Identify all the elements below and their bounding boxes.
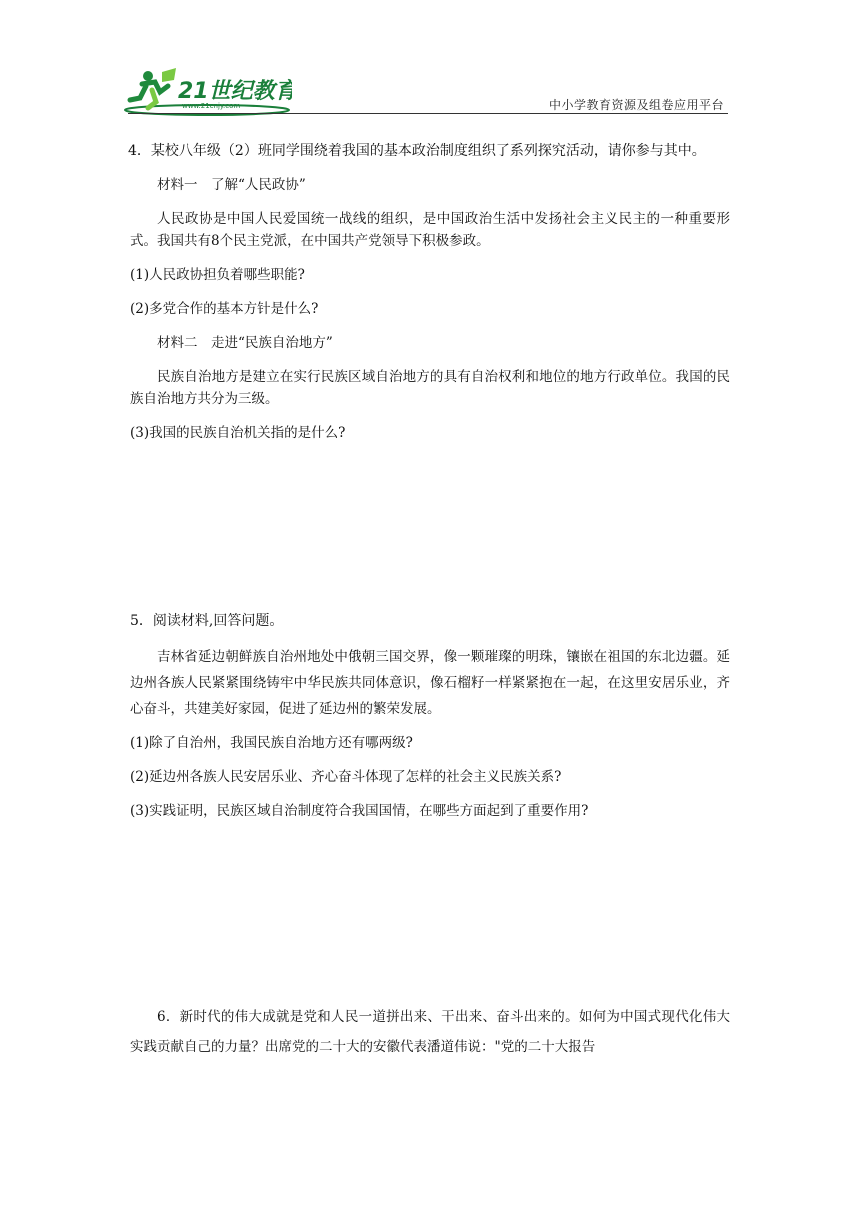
question-6 bbox=[130, 1002, 730, 1062]
q5-material-text: 吉林省延边朝鲜族自治州地处中俄朝三国交界，像一颗璀璨的明珠，镶嵌在祖国的东北边疆。延边州各族人民紧紧围绕铸牢中华民族共同体意识，像石榴籽一样紧紧抱在一起，在这里安居乐业，齐心奋斗，共建美好家园，促进了延边州的繁荣发展。 bbox=[130, 649, 730, 717]
q5-sub-1: (1)除了自治州，我国民族自治地方还有哪两级? bbox=[130, 735, 413, 751]
platform-title: 中小学教育资源及组卷应用平台 bbox=[548, 98, 724, 112]
logo-text: 21世纪教育 bbox=[178, 79, 292, 104]
q5-sub-2: (2)延边州各族人民安居乐业、齐心奋斗体现了怎样的社会主义民族关系? bbox=[130, 769, 562, 785]
header-divider bbox=[128, 113, 728, 114]
q4-stem: 4．某校八年级（2）班同学围绕着我国的基本政治制度组织了系列探究活动，请你参与其中。 bbox=[128, 143, 706, 159]
runner-logo-icon bbox=[122, 66, 292, 116]
q5-stem: 5．阅读材料,回答问题。 bbox=[130, 613, 284, 629]
question-4 bbox=[130, 140, 730, 444]
q5-sub-3: (3)实践证明，民族区域自治制度符合我国国情，在哪些方面起到了重要作用? bbox=[130, 803, 589, 819]
question-5 bbox=[130, 610, 730, 822]
q4-sub-3: (3)我国的民族自治机关指的是什么? bbox=[130, 425, 346, 441]
q4-material-1-title: 材料一 了解“人民政协” bbox=[157, 177, 306, 193]
logo-url: www.21cnjy.com bbox=[182, 102, 241, 110]
q6-text: 6．新时代的伟大成就是党和人民一道拼出来、干出来、奋斗出来的。如何为中国式现代化伟大实践贡献自己的力量？出席党的二十大的安徽代表潘道伟说："党的二十大报告 bbox=[130, 1009, 730, 1055]
q4-sub-1: (1)人民政协担负着哪些职能? bbox=[130, 267, 305, 283]
question-content bbox=[130, 140, 730, 1062]
q4-material-2-text: 民族自治地方是建立在实行民族区域自治地方的具有自治权利和地位的地方行政单位。我国的民族自治地方共分为三级。 bbox=[130, 369, 730, 407]
q4-material-2-title: 材料二 走进“民族自治地方” bbox=[157, 335, 333, 351]
site-logo[interactable] bbox=[122, 66, 292, 116]
page-header bbox=[0, 0, 860, 120]
q4-material-1-text: 人民政协是中国人民爱国统一战线的组织，是中国政治生活中发扬社会主义民主的一种重要形式。我国共有8个民主党派，在中国共产党领导下积极参政。 bbox=[130, 211, 730, 249]
q4-sub-2: (2)多党合作的基本方针是什么? bbox=[130, 301, 319, 317]
